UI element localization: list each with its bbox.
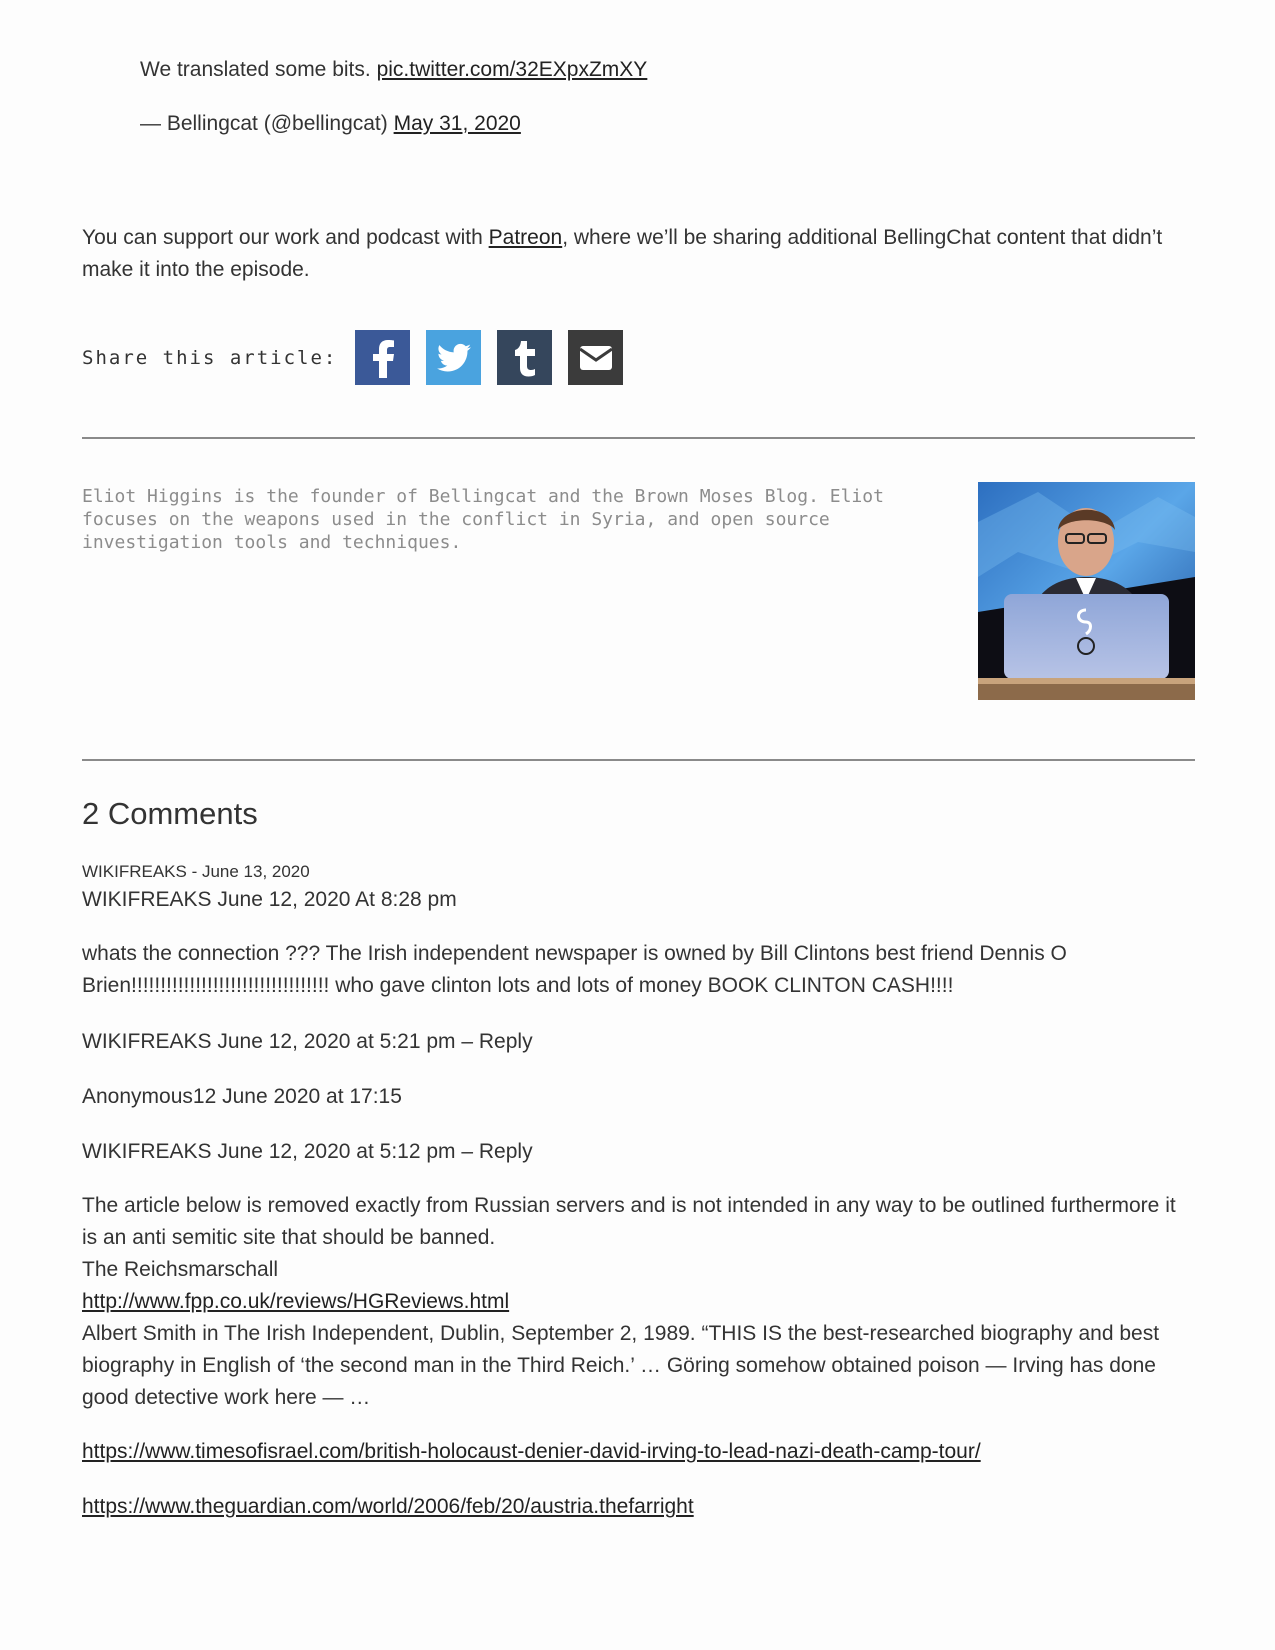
share-facebook-button[interactable]	[355, 330, 410, 385]
support-text-before: You can support our work and podcast with	[82, 226, 489, 249]
support-paragraph	[82, 222, 1195, 286]
comment-author-line: Anonymous12 June 2020 at 17:15	[82, 1085, 402, 1108]
divider	[82, 437, 1195, 439]
comment-body: whats the connection ??? The Irish independent newspaper is owned by Bill Clintons best friend Dennis O Brien!!!!!!!!!!!!!!!!!!!!!!!!!!!!!!!!!! who gave clinton lots and lots of money BOOK CLINTON CASH!!!!	[82, 942, 1067, 997]
comment-link-row	[82, 1491, 1195, 1523]
comment-author-line: WIKIFREAKS June 12, 2020 at 5:12 pm – Reply	[82, 1140, 533, 1163]
twitter-icon	[437, 343, 471, 373]
comment-body-long	[82, 1190, 1195, 1414]
facebook-icon	[368, 338, 398, 378]
embedded-tweet-attribution	[140, 112, 521, 136]
tweet-attribution: — Bellingcat (@bellingcat)	[140, 112, 388, 135]
author-bio: Eliot Higgins is the founder of Bellingcat and the Brown Moses Blog. Eliot focuses on the weapons used in the conflict in Syria, and open source investigation tools and techniques.	[82, 486, 884, 553]
share-label: Share this article:	[82, 346, 338, 369]
timesofisrael-link[interactable]: https://www.timesofisrael.com/british-holocaust-denier-david-irving-to-lead-nazi-death-camp-tour/	[82, 1440, 981, 1463]
comment-author-line: WIKIFREAKS June 12, 2020 At 8:28 pm	[82, 888, 457, 911]
author-photo	[978, 482, 1195, 700]
embedded-tweet-text	[140, 58, 647, 82]
comment-meta: WIKIFREAKS - June 13, 2020	[82, 862, 310, 881]
tweet-media-link[interactable]: pic.twitter.com/32EXpxZmXY	[376, 58, 648, 81]
support-text-after: , where we’ll be sharing additional BellingChat content that didn’t make it into the episode.	[82, 226, 1163, 281]
patreon-link[interactable]: Patreon	[488, 226, 563, 249]
divider	[82, 759, 1195, 761]
guardian-link[interactable]: https://www.theguardian.com/world/2006/feb/20/austria.thefarright	[82, 1495, 694, 1518]
comment-link[interactable]: http://www.fpp.co.uk/reviews/HGReviews.html	[82, 1290, 510, 1313]
comment-paragraph: The article below is removed exactly from Russian servers and is not intended in any way to be outlined furthermore it is an anti semitic site that should be banned.	[82, 1194, 1176, 1249]
share-bar	[82, 330, 639, 385]
tweet-date-link[interactable]: May 31, 2020	[393, 112, 521, 135]
share-twitter-button[interactable]	[426, 330, 481, 385]
comment-author-line: WIKIFREAKS June 12, 2020 at 5:21 pm – Reply	[82, 1030, 533, 1053]
share-email-button[interactable]	[568, 330, 623, 385]
envelope-icon	[579, 344, 613, 372]
comment-paragraph: Albert Smith in The Irish Independent, Dublin, September 2, 1989. “THIS IS the best-researched biography and best biography in English of ‘the second man in the Third Reich.’ … Göring somehow obtained poison — Irving has done good detective work here — …	[82, 1322, 1160, 1409]
tumblr-icon	[512, 339, 538, 377]
comment-paragraph: The Reichsmarschall	[82, 1258, 279, 1281]
tweet-text: We translated some bits.	[140, 58, 371, 81]
comment-link-row	[82, 1436, 1195, 1468]
share-tumblr-button[interactable]	[497, 330, 552, 385]
comments-heading: 2 Comments	[82, 796, 258, 831]
